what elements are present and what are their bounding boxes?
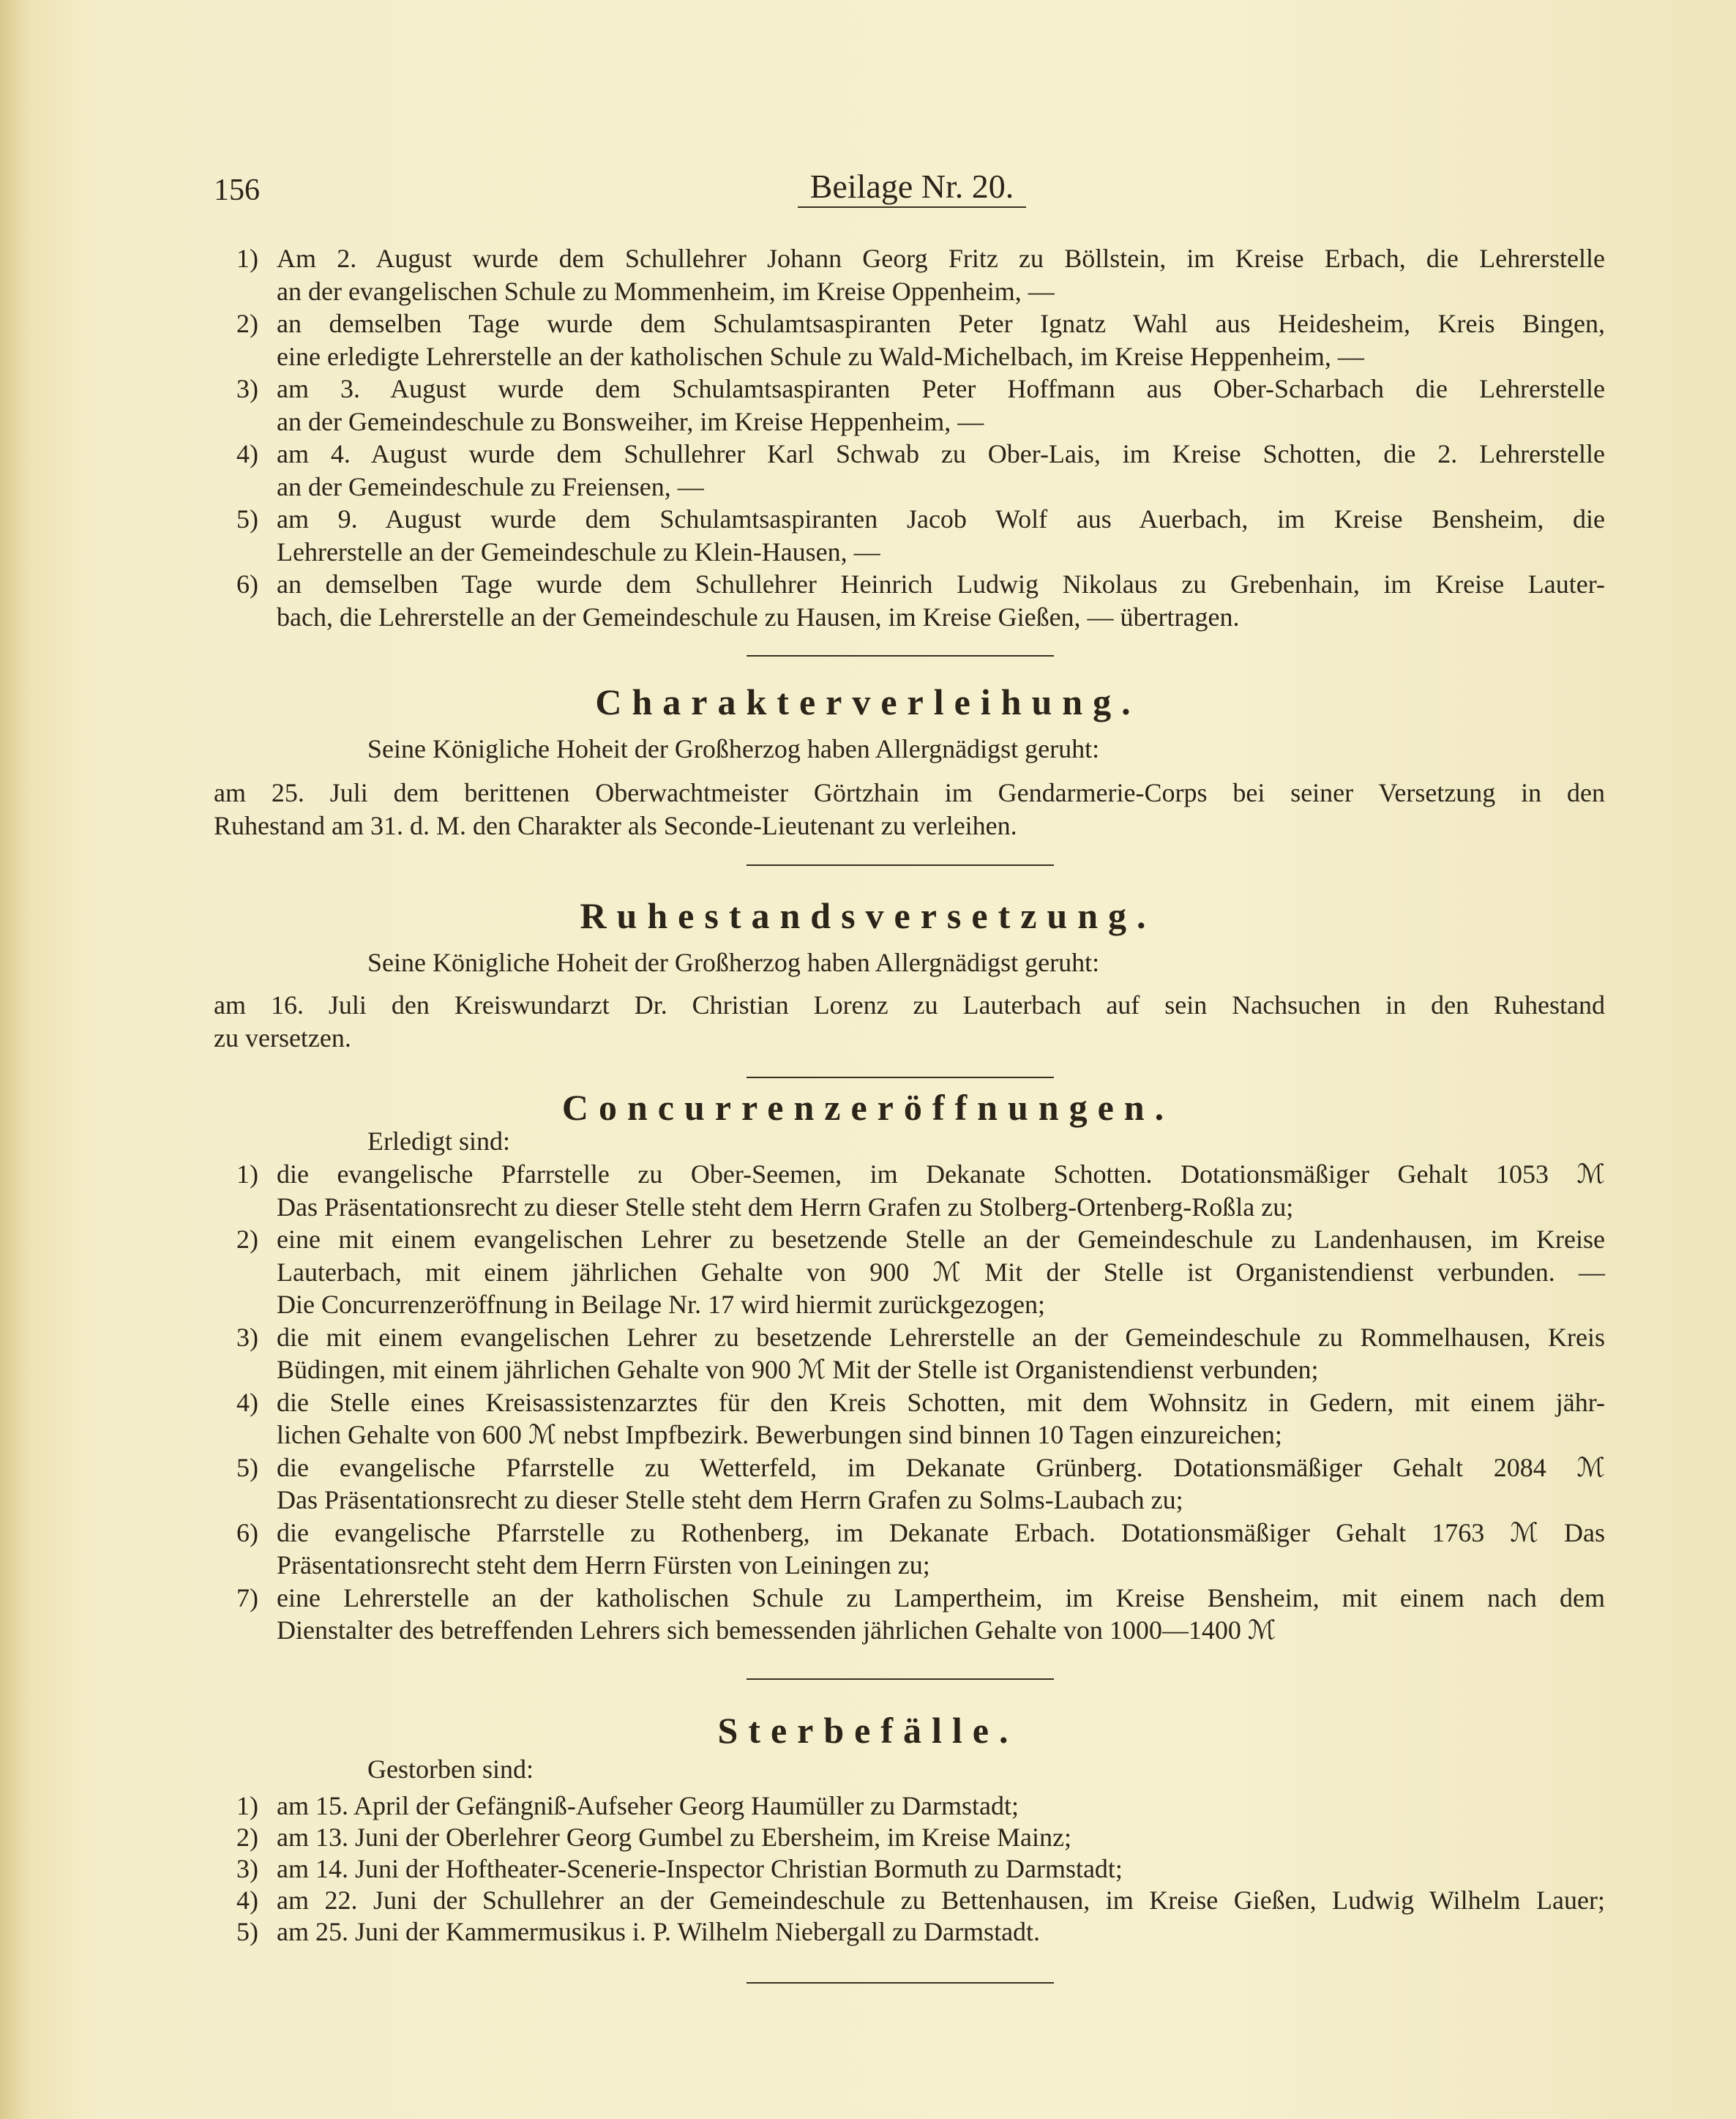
text-line: Lauterbach, mit einem jährlichen Gehalte von 900 ℳ Mit der Stelle ist Organistendienst verbunden. —: [277, 1257, 1605, 1287]
list-item: [214, 1223, 1605, 1321]
text-line: lichen Gehalte von 600 ℳ nebst Impfbezirk. Bewerbungen sind binnen 10 Tagen einzureichen;: [277, 1420, 1282, 1449]
list-item: [214, 1517, 1605, 1582]
text-line: am 25. Juni der Kammermusikus i. P. Wilhelm Niebergall zu Darmstadt.: [277, 1917, 1041, 1946]
sterbefaelle-list: [214, 1790, 1605, 1948]
item-number: 6): [236, 1517, 258, 1547]
text-line: am 16. Juli den Kreiswundarzt Dr. Christian Lorenz zu Lauterbach auf sein Nachsuchen in den Ruhestand: [214, 990, 1605, 1020]
item-number: 3): [236, 1854, 258, 1883]
item-number: 3): [236, 1322, 258, 1352]
text-line: Das Präsentationsrecht zu dieser Stelle steht dem Herrn Grafen zu Stolberg-Ortenberg-Roßla zu;: [277, 1192, 1294, 1222]
list-item: [214, 503, 1605, 568]
list-item: [214, 1451, 1605, 1517]
text-line: am 9. August wurde dem Schulamtsaspiranten Jacob Wolf aus Auerbach, im Kreise Bensheim, die: [277, 504, 1605, 534]
item-number: 7): [236, 1582, 258, 1612]
text-line: die evangelische Pfarrstelle zu Wetterfeld, im Dekanate Grünberg. Dotationsmäßiger Gehalt 2084 ℳ: [277, 1452, 1605, 1482]
text-line: am 22. Juni der Schullehrer an der Gemeindeschule zu Bettenhausen, im Kreise Gießen, Ludwig Wilhelm Lauer;: [277, 1886, 1605, 1915]
text-line: am 4. August wurde dem Schullehrer Karl Schwab zu Ober-Lais, im Kreise Schotten, die 2. Lehrerstelle: [277, 439, 1605, 468]
text-line: Lehrerstelle an der Gemeindeschule zu Klein-Hausen, —: [277, 537, 880, 567]
text-line: am 3. August wurde dem Schulamtsaspiranten Peter Hoffmann aus Ober-Scharbach die Lehrerstelle: [277, 374, 1605, 403]
list-item: [214, 1386, 1605, 1451]
text-line: Büdingen, mit einem jährlichen Gehalte von 900 ℳ Mit der Stelle ist Organistendienst verbunden;: [277, 1355, 1319, 1384]
text-line: an der evangelischen Schule zu Mommenheim, im Kreise Oppenheim, —: [277, 276, 1055, 306]
text-line: am 25. Juli dem berittenen Oberwachtmeister Görtzhain im Gendarmerie-Corps bei seiner Versetzung in den: [214, 778, 1605, 807]
section-divider: [747, 1982, 1054, 1984]
text-line: Am 2. August wurde dem Schullehrer Johann Georg Fritz zu Böllstein, im Kreise Erbach, die Lehrerstelle: [277, 244, 1605, 273]
text-line: an der Gemeindeschule zu Freiensen, —: [277, 471, 704, 501]
text-line: zu versetzen.: [214, 1023, 351, 1053]
list-item: [214, 373, 1605, 438]
appointments-list: [214, 242, 1605, 633]
list-item: [214, 1158, 1605, 1223]
item-number: 4): [236, 1387, 258, 1417]
item-number: 6): [236, 569, 258, 599]
text-line: Ruhestand am 31. d. M. den Charakter als Seconde-Lieutenant zu verleihen.: [214, 810, 1017, 840]
section-heading-charakterverleihung: Charakterverleihung.: [595, 681, 1141, 722]
section-divider: [747, 1678, 1054, 1680]
section-divider: [747, 1077, 1054, 1078]
item-number: 4): [236, 439, 258, 468]
section-divider: [747, 655, 1054, 657]
charakter-text: [214, 777, 1605, 842]
list-item: [214, 307, 1605, 373]
list-item: [214, 438, 1605, 503]
text-line: am 14. Juni der Hoftheater-Scenerie-Inspector Christian Bormuth zu Darmstadt;: [277, 1854, 1123, 1883]
section-intro: Seine Königliche Hoheit der Großherzog haben Allergnädigst geruht:: [367, 734, 1100, 763]
text-line: am 13. Juni der Oberlehrer Georg Gumbel zu Ebersheim, im Kreise Mainz;: [277, 1823, 1072, 1852]
item-number: 5): [236, 1917, 258, 1946]
page-number: 156: [214, 173, 260, 207]
item-number: 5): [236, 504, 258, 534]
text-line: am 15. April der Gefängniß-Aufseher Georg Haumüller zu Darmstadt;: [277, 1791, 1019, 1820]
text-line: Präsentationsrecht steht dem Herrn Fürsten von Leiningen zu;: [277, 1550, 930, 1580]
section-intro: Erledigt sind:: [367, 1126, 510, 1156]
list-item: [214, 1853, 1605, 1885]
text-line: Die Concurrenzeröffnung in Beilage Nr. 17 wird hiermit zurückgezogen;: [277, 1290, 1045, 1319]
text-line: eine erledigte Lehrerstelle an der katholischen Schule zu Wald-Michelbach, im Kreise Heppenheim, —: [277, 341, 1364, 371]
item-number: 1): [236, 244, 258, 273]
concurrenz-list: [214, 1158, 1605, 1647]
text-line: die Stelle eines Kreisassistenzarztes für den Kreis Schotten, mit dem Wohnsitz in Gedern, mit einem jähr-: [277, 1387, 1605, 1417]
list-item: [214, 1321, 1605, 1386]
text-line: eine Lehrerstelle an der katholischen Schule zu Lampertheim, im Kreise Bensheim, mit einem nach dem: [277, 1582, 1605, 1612]
text-line: an demselben Tage wurde dem Schulamtsaspiranten Peter Ignatz Wahl aus Heidesheim, Kreis Bingen,: [277, 309, 1605, 338]
running-header-title: Beilage Nr. 20.: [809, 168, 1014, 205]
text-line: bach, die Lehrerstelle an der Gemeindeschule zu Hausen, im Kreise Gießen, — übertragen.: [277, 602, 1240, 632]
text-line: die mit einem evangelischen Lehrer zu besetzende Lehrerstelle an der Gemeindeschule zu Rommelhausen, Kreis: [277, 1322, 1605, 1352]
list-item: [214, 1790, 1605, 1822]
header-underline: [798, 206, 1026, 208]
item-number: 3): [236, 374, 258, 403]
section-intro: Gestorben sind:: [367, 1754, 534, 1784]
list-item: [214, 1916, 1605, 1948]
section-intro: Seine Königliche Hoheit der Großherzog haben Allergnädigst geruht:: [367, 948, 1100, 977]
ruhestand-text: [214, 989, 1605, 1054]
item-number: 5): [236, 1452, 258, 1482]
item-number: 4): [236, 1886, 258, 1915]
section-heading-sterbefaelle: Sterbefälle.: [717, 1710, 1019, 1751]
item-number: 2): [236, 1225, 258, 1254]
item-number: 1): [236, 1159, 258, 1189]
item-number: 2): [236, 1823, 258, 1852]
text-line: an der Gemeindeschule zu Bonsweiher, im Kreise Heppenheim, —: [277, 406, 984, 436]
list-item: [214, 1582, 1605, 1647]
section-heading-ruhestandsversetzung: Ruhestandsversetzung.: [580, 895, 1156, 936]
list-item: [214, 1822, 1605, 1853]
text-line: die evangelische Pfarrstelle zu Rothenberg, im Dekanate Erbach. Dotationsmäßiger Gehalt 1763 ℳ Das: [277, 1517, 1605, 1547]
item-number: 1): [236, 1791, 258, 1820]
list-item: [214, 568, 1605, 633]
list-item: [214, 242, 1605, 307]
text-line: die evangelische Pfarrstelle zu Ober-Seemen, im Dekanate Schotten. Dotationsmäßiger Gehalt 1053 ℳ: [277, 1159, 1605, 1189]
section-heading-concurrenzeroeffnungen: Concurrenzeröffnungen.: [561, 1087, 1175, 1128]
text-line: eine mit einem evangelischen Lehrer zu besetzende Stelle an der Gemeindeschule zu Landenhausen, im Kreise: [277, 1225, 1605, 1254]
text-line: Dienstalter des betreffenden Lehrers sich bemessenden jährlichen Gehalte von 1000—1400 ℳ: [277, 1615, 1276, 1645]
text-line: Das Präsentationsrecht zu dieser Stelle steht dem Herrn Grafen zu Solms-Laubach zu;: [277, 1485, 1183, 1514]
item-number: 2): [236, 309, 258, 338]
section-divider: [747, 864, 1054, 866]
text-line: an demselben Tage wurde dem Schullehrer Heinrich Ludwig Nikolaus zu Grebenhain, im Kreise Lauter-: [277, 569, 1605, 599]
list-item: [214, 1885, 1605, 1916]
